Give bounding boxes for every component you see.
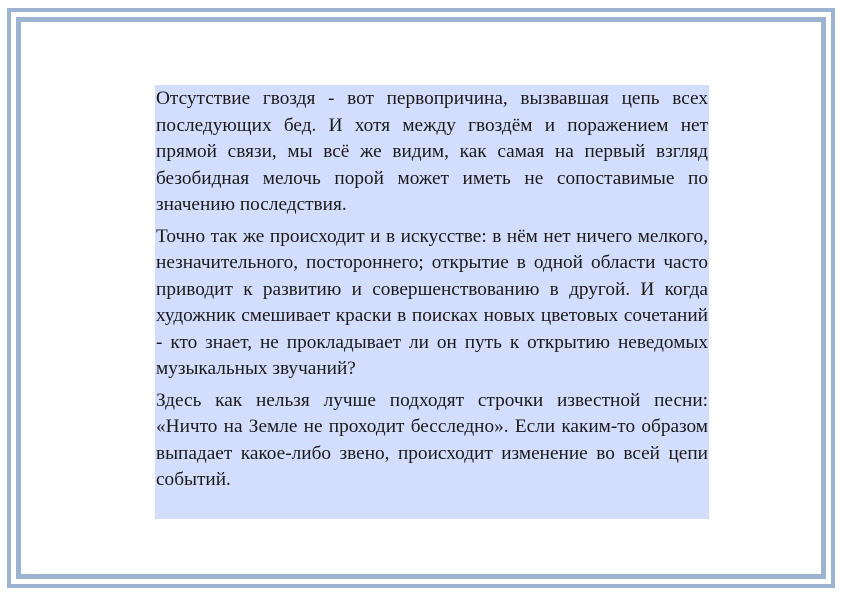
- paragraph-3: Здесь как нельзя лучше подходят строчки известной песни: «Ничто на Земле не проходит бесследно». Если каким-то образом выпадает какое-либо звено, происходит изменение во всей цепи событий.: [156, 389, 708, 490]
- paragraph-2: Точно так же происходит и в искусстве: в нём нет ничего мелкого, незначительного, постороннего; открытие в одной области часто приводит к развитию и совершенствованию в другой. И когда художник смешивает краски в поисках новых цветовых сочетаний - кто знает, не прокладывает ли он путь к открытию неведомых музыкальных звучаний?: [156, 225, 708, 379]
- paragraph-1: Отсутствие гвоздя - вот первопричина, вызвавшая цепь всех последующих бед. И хотя между гвоздём и поражением нет прямой связи, мы всё же видим, как самая на первый взгляд безобидная мелочь порой может иметь не сопоставимые по значению последствия.: [156, 88, 708, 215]
- text-block: [155, 85, 709, 519]
